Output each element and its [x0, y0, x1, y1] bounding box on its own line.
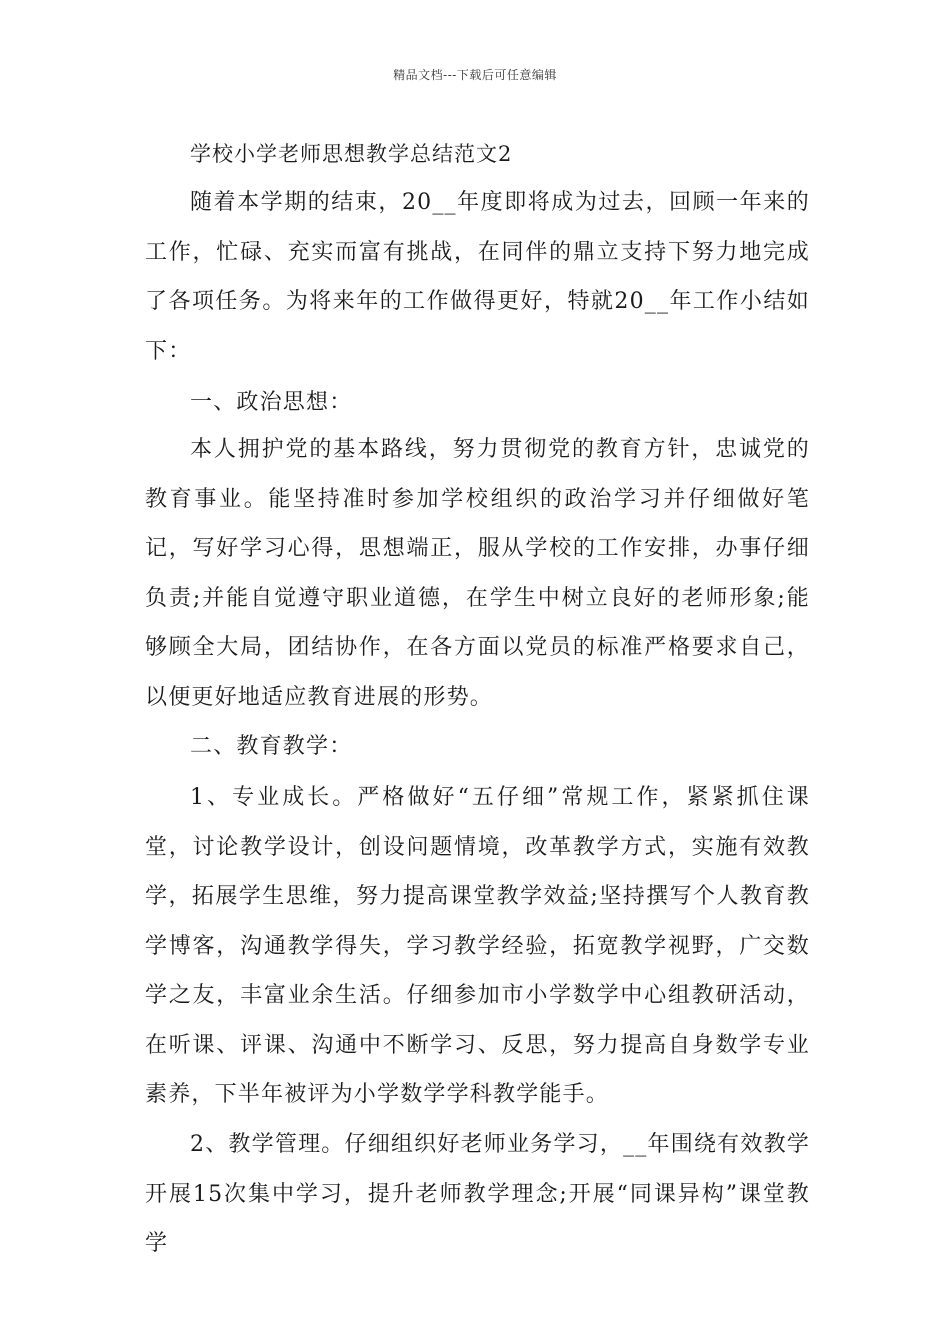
politics-paragraph	[145, 425, 810, 722]
professional-growth-paragraph	[145, 773, 810, 1120]
paragraph-text: 随着本学期的结束，20__年度即将成为过去，回顾一年来的工作，忙碌、充实而富有挑战，在同伴的鼎立支持下努力地完成了各项任务。为将来年的工作做得更好，特就20__年工作小结如下：	[145, 190, 810, 364]
heading-text: 二、教育教学：	[190, 734, 353, 759]
document-title: 学校小学老师思想教学总结范文2	[190, 142, 513, 166]
paragraph-text: 2、教学管理。仔细组织好老师业务学习，__年围绕有效教学开展15次集中学习，提升老师教学理念;开展“同课异构”课堂教学	[145, 1132, 810, 1256]
paragraph-text: 本人拥护党的基本路线，努力贯彻党的教育方针，忠诚党的教育事业。能坚持准时参加学校组织的政治学习并仔细做好笔记，写好学习心得，思想端正，服从学校的工作安排，办事仔细负责;并能自觉遵守职业道德，在学生中树立良好的老师形象;能够顾全大局，团结协作，在各方面以党员的标准严格要求自己，以便更好地适应教育进展的形势。	[145, 437, 810, 710]
section-heading-politics	[145, 378, 810, 428]
intro-paragraph	[145, 178, 810, 376]
section-heading-teaching	[145, 722, 810, 772]
heading-text: 一、政治思想：	[190, 390, 353, 415]
paragraph-text: 1、专业成长。严格做好“五仔细”常规工作，紧紧抓住课堂，讨论教学设计，创设问题情境，改革教学方式，实施有效教学，拓展学生思维，努力提高课堂教学效益;坚持撰写个人教育教学博客，沟通教学得失，学习教学经验，拓宽教学视野，广交数学之友，丰富业余生活。仔细参加市小学数学中心组教研活动，在听课、评课、沟通中不断学习、反思，努力提高自身数学专业素养，下半年被评为小学数学学科教学能手。	[145, 785, 810, 1107]
page-header: 精品文档---下载后可任意编辑	[393, 68, 557, 82]
teaching-management-paragraph	[145, 1120, 810, 1269]
